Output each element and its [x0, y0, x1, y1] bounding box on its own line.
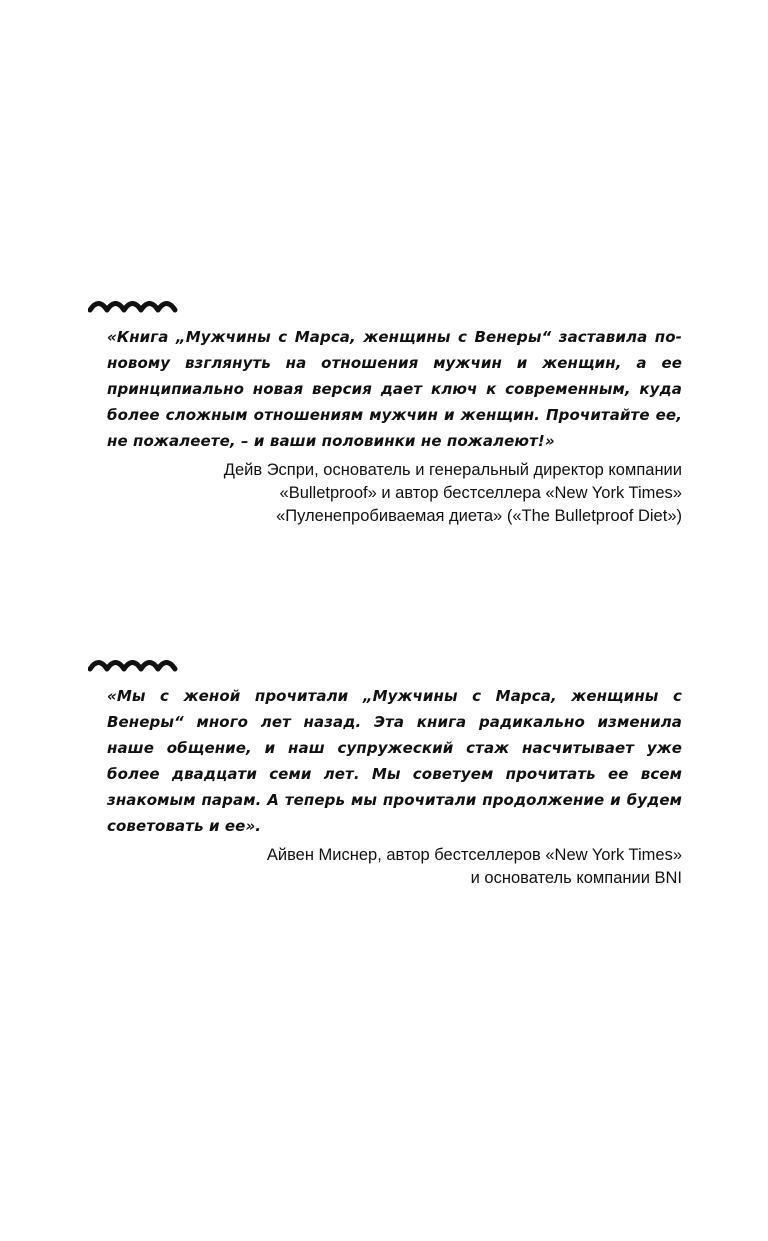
wave-ornament-icon — [88, 656, 180, 674]
attribution-line: Дейв Эспри, основатель и генеральный директор компании — [223, 461, 682, 479]
attribution-line: «Пуленепробиваемая диета» («The Bulletproof Diet») — [276, 507, 682, 525]
testimonial-2 — [107, 656, 682, 890]
attribution-line: Айвен Миснер, автор бестселлеров «New York Times» — [266, 846, 682, 864]
testimonial-attribution — [107, 459, 682, 528]
testimonial-quote: «Мы с женой прочитали „Мужчины с Марса, женщины с Венеры“ много лет назад. Эта книга радикально изменила наше общение, и наш супружеский стаж насчитывает уже более двадцати семи лет. Мы советуем прочитать ее всем знакомым парам. А теперь мы прочитали продолжение и будем советовать и ее». — [107, 687, 682, 835]
wave-ornament-icon — [88, 297, 180, 315]
attribution-line: и основатель компании BNI — [470, 869, 682, 887]
testimonial-quote: «Книга „Мужчины с Марса, женщины с Венеры“ заставила по-новому взглянуть на отношения мужчин и женщин, а ее принципиально новая версия дает ключ к современным, куда более сложным отношениям мужчин и женщин. Прочитайте ее, не пожалеете, – и ваши половинки не пожалеют!» — [107, 328, 682, 450]
testimonial-1 — [107, 297, 682, 528]
testimonial-attribution — [107, 844, 682, 890]
attribution-line: «Bulletproof» и автор бестселлера «New York Times» — [279, 484, 682, 502]
